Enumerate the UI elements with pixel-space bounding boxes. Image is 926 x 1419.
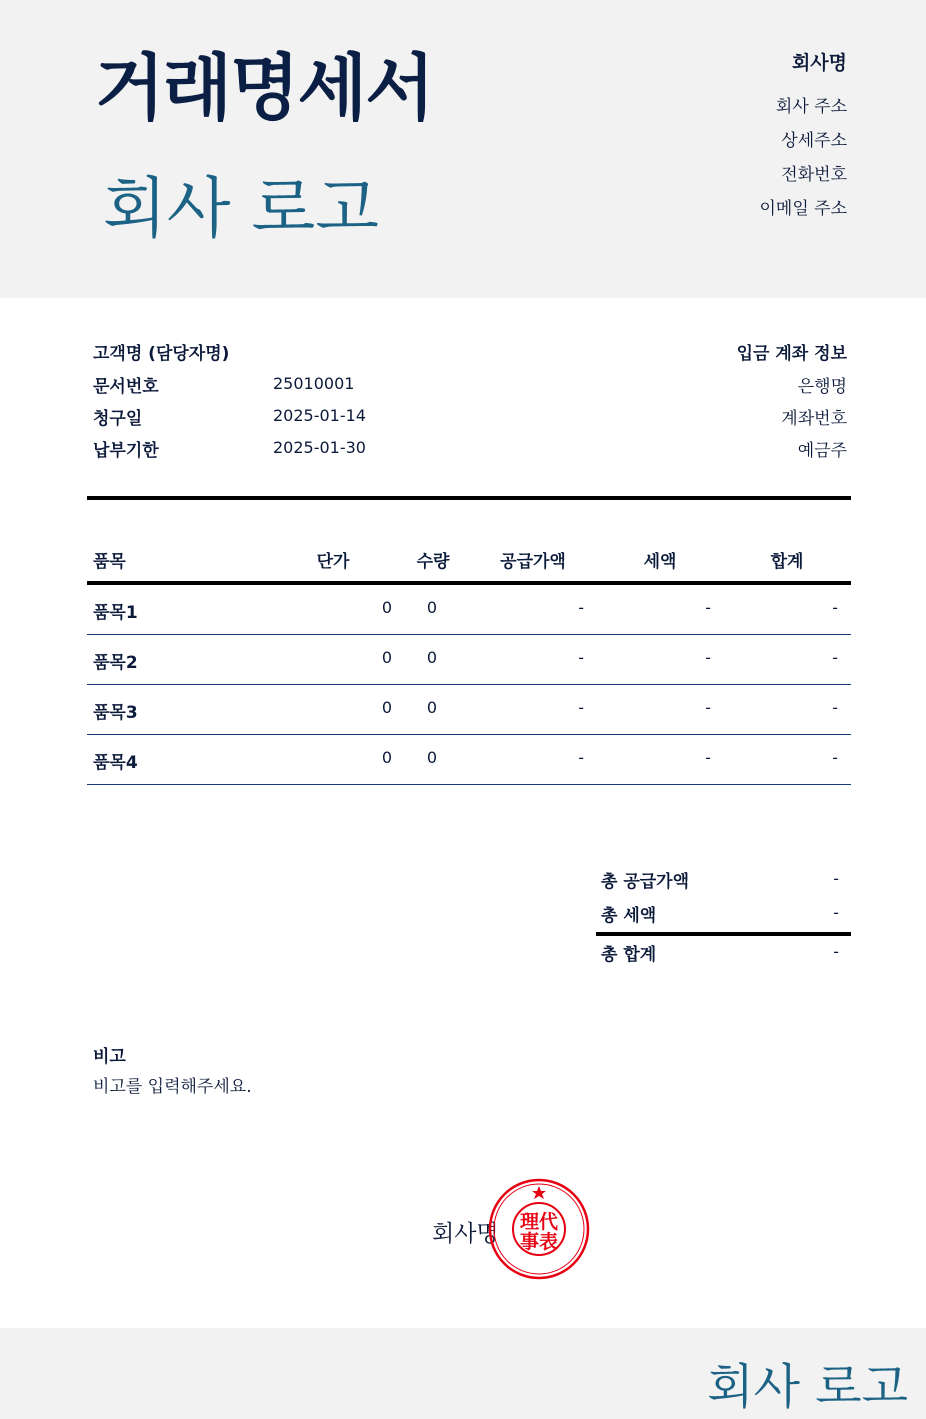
svg-text:事表: 事表 [519, 1231, 559, 1253]
bill-date-label: 청구일 [93, 409, 143, 429]
table-row [87, 635, 851, 685]
totals-rule [596, 932, 851, 936]
company-phone: 전화번호 [781, 165, 847, 185]
doc-no: 25010001 [273, 374, 355, 393]
row-price: 0 [381, 648, 392, 667]
grand-total: - [833, 942, 839, 961]
row-supply: - [578, 648, 584, 667]
total-supply: - [833, 869, 839, 888]
col-price: 단가 [316, 552, 350, 572]
row-total: - [832, 748, 838, 767]
row-supply: - [578, 598, 584, 617]
row-total: - [832, 698, 838, 717]
row-price: 0 [381, 698, 392, 717]
col-total: 합계 [770, 552, 804, 572]
table-row [87, 685, 851, 735]
row-qty: 0 [426, 648, 437, 667]
divider [87, 496, 851, 500]
document-title: 거래명세서 [95, 46, 433, 130]
bank-info-title: 입금 계좌 정보 [736, 344, 847, 364]
customer-name: 고객명 (담당자명) [93, 344, 230, 364]
row-supply: - [578, 698, 584, 717]
row-total: - [832, 598, 838, 617]
grand-total-label: 총 합계 [601, 945, 657, 965]
account-number: 계좌번호 [781, 409, 847, 429]
bill-date: 2025-01-14 [273, 406, 366, 425]
company-logo: 회사 로고 [103, 170, 380, 247]
table-row [87, 585, 851, 635]
signature-company: 회사명 [432, 1221, 499, 1247]
table-row [87, 735, 851, 785]
notes-label: 비고 [93, 1047, 126, 1067]
row-item: 품목2 [93, 653, 138, 673]
doc-no-label: 문서번호 [93, 377, 159, 397]
total-tax-label: 총 세액 [601, 906, 657, 926]
due-date: 2025-01-30 [273, 438, 366, 457]
svg-text:理代: 理代 [519, 1211, 559, 1233]
row-tax: - [705, 648, 711, 667]
row-qty: 0 [426, 598, 437, 617]
row-total: - [832, 648, 838, 667]
row-qty: 0 [426, 748, 437, 767]
account-holder: 예금주 [797, 441, 847, 461]
total-tax: - [833, 903, 839, 922]
total-supply-label: 총 공급가액 [601, 872, 690, 892]
row-tax: - [705, 748, 711, 767]
footer-logo: 회사 로고 [707, 1359, 908, 1415]
col-supply: 공급가액 [500, 552, 566, 572]
row-qty: 0 [426, 698, 437, 717]
col-item: 품목 [93, 552, 126, 572]
row-divider [87, 784, 851, 785]
due-date-label: 납부기한 [93, 441, 159, 461]
row-supply: - [578, 748, 584, 767]
row-price: 0 [381, 598, 392, 617]
company-stamp [487, 1178, 591, 1280]
company-email: 이메일 주소 [759, 199, 847, 219]
row-item: 품목4 [93, 753, 138, 773]
company-address: 회사 주소 [775, 97, 847, 117]
row-price: 0 [381, 748, 392, 767]
company-address-detail: 상세주소 [781, 131, 847, 151]
row-item: 품목1 [93, 603, 138, 623]
company-name: 회사명 [791, 52, 847, 74]
col-tax: 세액 [643, 552, 677, 572]
row-item: 품목3 [93, 703, 138, 723]
bank-name: 은행명 [797, 377, 847, 397]
row-tax: - [705, 698, 711, 717]
notes-text[interactable]: 비고를 입력해주세요. [93, 1077, 252, 1097]
row-tax: - [705, 598, 711, 617]
col-qty: 수량 [416, 552, 450, 572]
